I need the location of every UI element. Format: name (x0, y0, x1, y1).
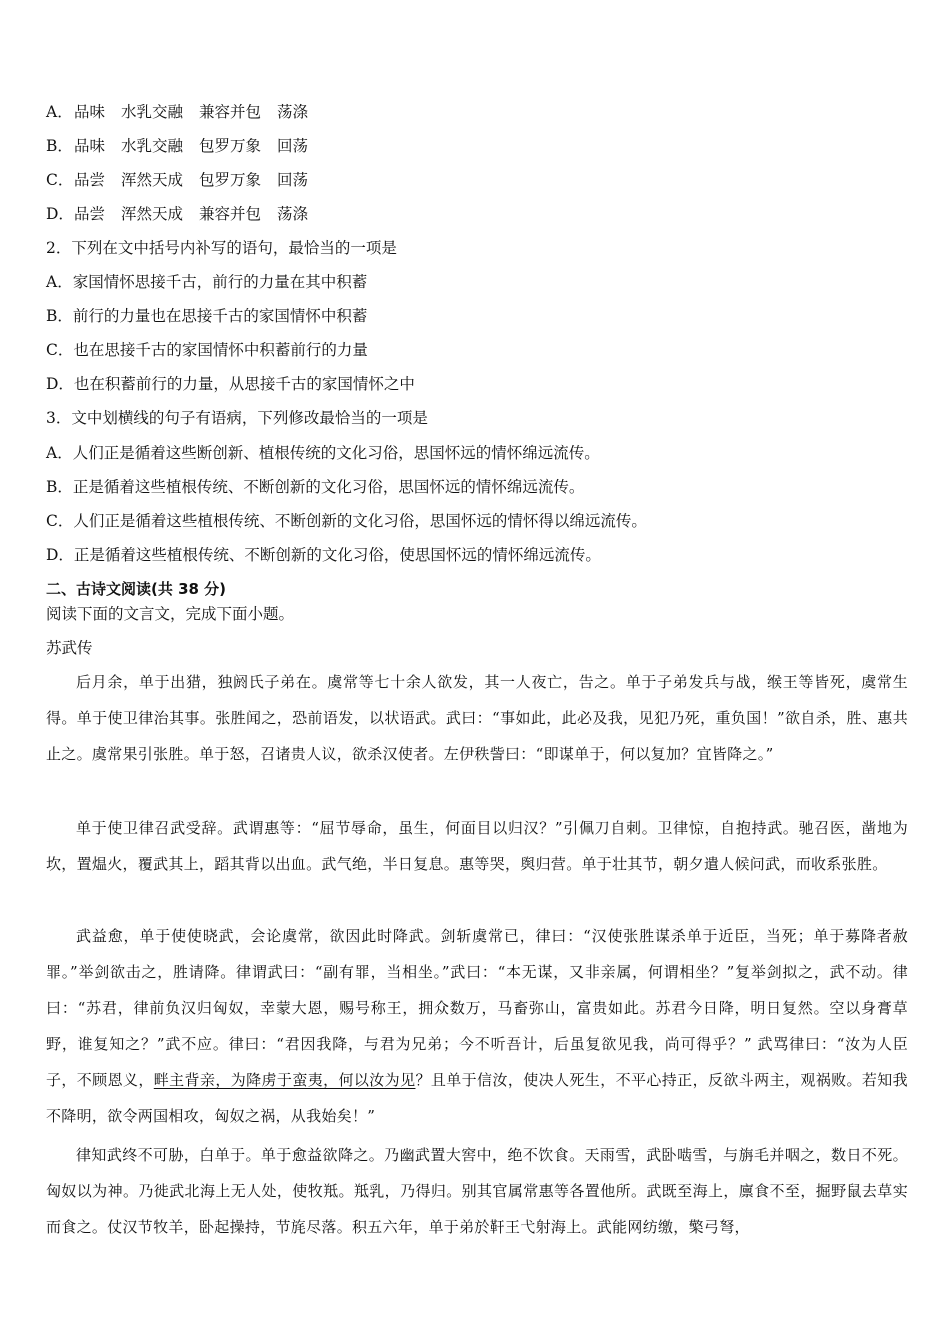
passage-title: 苏武传 (46, 639, 93, 657)
passage-paragraph-4: 律知武终不可胁，白单于。单于愈益欲降之。乃幽武置大窖中，绝不饮食。天雨雪，武卧啮雪，与旃毛并咽之，数日不死。匈奴以为神。乃徙武北海上无人处，使牧羝。羝乳，乃得归。别其官属常惠等各置他所。武既至海上，廪食不至，掘野鼠去草实而食之。仗汉节牧羊，卧起操持，节旄尽落。积五六年，单于弟於靬王弋射海上。武能网纺缴，檠弓弩， (46, 1146, 908, 1236)
option-label: C． (46, 171, 74, 189)
q3-option-b: B．正是循着这些植根传统、不断创新的文化习俗，思国怀远的情怀绵远流传。 (46, 478, 585, 496)
q3-option-a: A．人们正是循着这些断创新、植根传统的文化习俗，思国怀远的情怀绵远流传。 (46, 444, 600, 462)
q1-option-a: A．品味 水乳交融 兼容并包 荡涤 (46, 103, 309, 121)
q2-option-d: D．也在积蓄前行的力量，从思接千古的家国情怀之中 (46, 375, 415, 393)
q1-option-d: D．品尝 浑然天成 兼容并包 荡涤 (46, 205, 309, 223)
option-label: B． (46, 137, 73, 155)
q3-option-c: C．人们正是循着这些植根传统、不断创新的文化习俗，思国怀远的情怀得以绵远流传。 (46, 512, 647, 530)
option-label: A． (46, 103, 73, 121)
passage-paragraph-1: 后月余，单于出猎，独阏氏子弟在。虞常等七十余人欲发，其一人夜亡，告之。单于子弟发兵与战，缑王等皆死，虞常生得。单于使卫律治其事。张胜闻之，恐前语发，以状语武。武曰：“事如此，此必及我，见犯乃死，重负国！”欲自杀，胜、惠共止之。虞常果引张胜。单于怒，召诸贵人议，欲杀汉使者。左伊秩訾曰：“即谋单于，何以复加？宜皆降之。” (46, 673, 908, 763)
q2-option-b: B．前行的力量也在思接千古的家国情怀中积蓄 (46, 307, 368, 325)
option-label: D． (46, 205, 74, 223)
section-heading: 二、古诗文阅读(共 38 分) (46, 580, 227, 598)
q2-stem: 2．下列在文中括号内补写的语句，最恰当的一项是 (46, 239, 397, 257)
underlined-sentence: 畔主背亲，为降虏于蛮夷，何以汝为见 (153, 1071, 416, 1089)
q3-option-d: D．正是循着这些植根传统、不断创新的文化习俗，使思国怀远的情怀绵远流传。 (46, 546, 601, 564)
q2-option-a: A．家国情怀思接千古，前行的力量在其中积蓄 (46, 273, 368, 291)
q1-option-c: C．品尝 浑然天成 包罗万象 回荡 (46, 171, 309, 189)
passage-paragraph-2: 单于使卫律召武受辞。武谓惠等：“屈节辱命，虽生，何面目以归汉？”引佩刀自刺。卫律惊，自抱持武。驰召医，凿地为坎，置煴火，覆武其上，蹈其背以出血。武气绝，半日复息。惠等哭，舆归营。单于壮其节，朝夕遣人候问武，而收系张胜。 (46, 819, 908, 873)
passage-paragraph-3: 武益愈，单于使使晓武，会论虞常，欲因此时降武。剑斩虞常已，律曰：“汉使张胜谋杀单于近臣，当死；单于募降者赦罪。”举剑欲击之，胜请降。律谓武曰：“副有罪，当相坐。”武曰：“本无谋，又非亲属，何谓相坐？”复举剑拟之，武不动。律曰：“苏君，律前负汉归匈奴，幸蒙大恩，赐号称王，拥众数万，马畜弥山，富贵如此。苏君今日降，明日复然。空以身膏草野，谁复知之？”武不应。律曰：“君因我降，与君为兄弟；今不听吾计，后虽复欲见我，尚可得乎？” 武骂律曰：“汝为人臣子，不顾恩义，畔主背亲，为降虏于蛮夷，何以汝为见？且单于信汝，使决人死生，不平心持正，反欲斗两主，观祸败。若知我不降明，欲令两国相攻，匈奴之祸，从我始矣！” (46, 927, 908, 1125)
q2-option-c: C．也在思接千古的家国情怀中积蓄前行的力量 (46, 341, 368, 359)
q3-stem: 3．文中划横线的句子有语病，下列修改最恰当的一项是 (46, 409, 428, 427)
section-instruction: 阅读下面的文言文，完成下面小题。 (46, 605, 295, 623)
q1-option-b: B．品味 水乳交融 包罗万象 回荡 (46, 137, 309, 155)
